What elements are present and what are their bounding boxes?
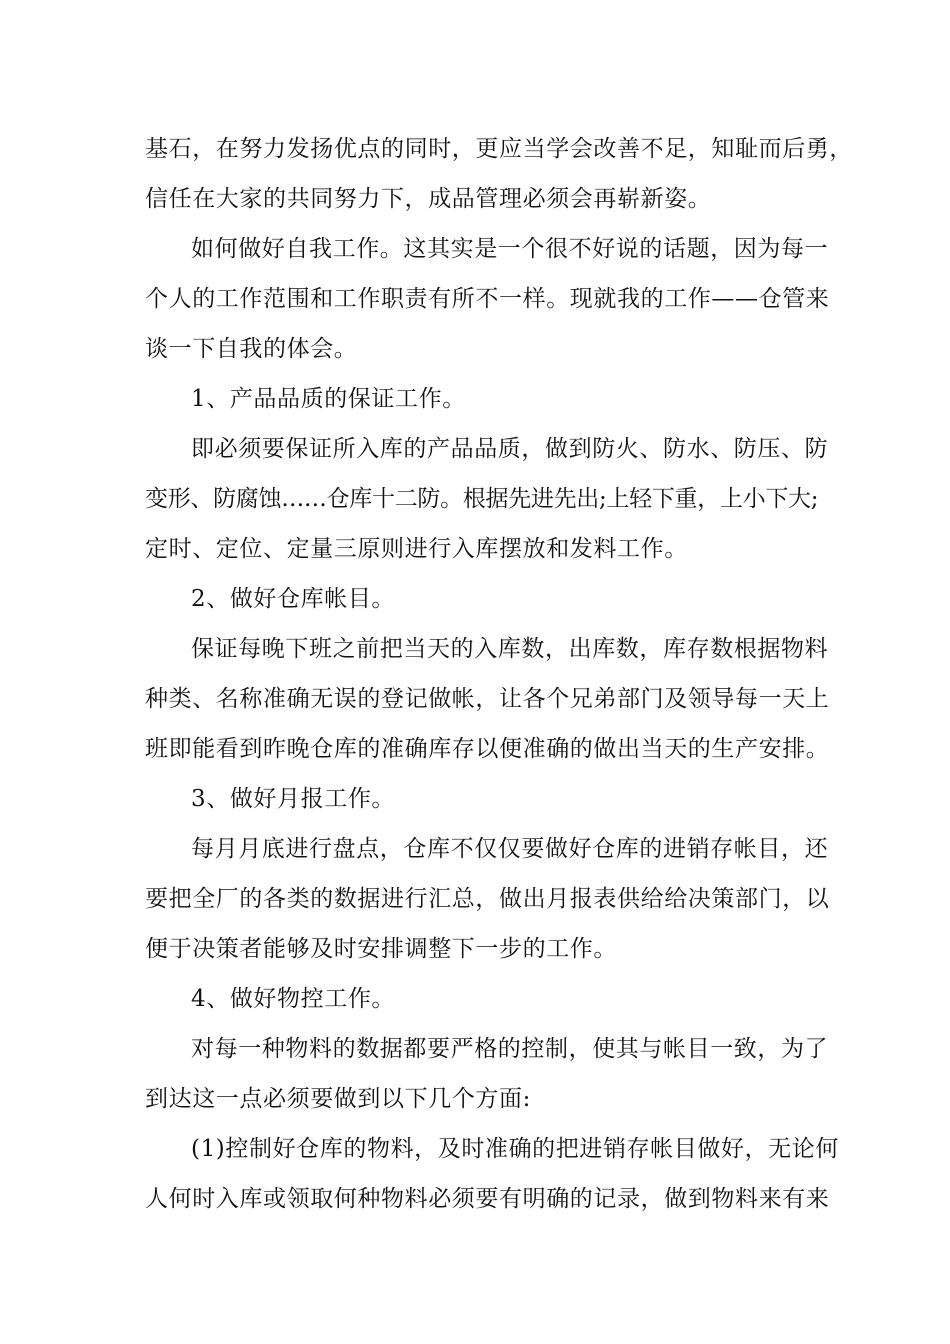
text-line: 便于决策者能够及时安排调整下一步的工作。 [145,936,617,962]
paragraph-line: 保证每晚下班之前把当天的入库数，出库数，库存数根据物料 [191,636,829,662]
paragraph-line: (1)控制好仓库的物料，及时准确的把进销存帐目做好，无论何 [191,1136,839,1162]
paragraph-line: 如何做好自我工作。这其实是一个很不好说的话题，因为每一 [191,236,829,262]
text-line: 信任在大家的共同努力下，成品管理必须会再崭新姿。 [145,186,712,212]
section-heading: 1、产品品质的保证工作。 [191,386,466,412]
paragraph-line: 对每一种物料的数据都要严格的控制，使其与帐目一致，为了 [191,1036,829,1062]
text-line: 班即能看到昨晚仓库的准确库存以便准确的做出当天的生产安排。 [145,736,830,762]
text-line: 要把全厂的各类的数据进行汇总，做出月报表供给给决策部门，以 [145,886,830,912]
text-line: 个人的工作范围和工作职责有所不一样。现就我的工作——仓管来 [145,286,830,312]
section-heading: 4、做好物控工作。 [191,986,396,1012]
text-line: 谈一下自我的体会。 [145,336,358,362]
text-line: 定时、定位、定量三原则进行入库摆放和发料工作。 [145,536,688,562]
text-line: 变形、防腐蚀……仓库十二防。根据先进先出;上轻下重，上小下大; [145,486,819,512]
paragraph-line: 每月月底进行盘点，仓库不仅仅要做好仓库的进销存帐目，还 [191,836,829,862]
section-heading: 3、做好月报工作。 [191,786,396,812]
text-line: 到达这一点必须要做到以下几个方面: [145,1086,531,1112]
paragraph-line: 即必须要保证所入库的产品品质，做到防火、防水、防压、防 [191,436,829,462]
text-line: 基石，在努力发扬优点的同时，更应当学会改善不足，知耻而后勇， [145,136,853,162]
text-line: 种类、名称准确无误的登记做帐，让各个兄弟部门及领导每一天上 [145,686,830,712]
section-heading: 2、做好仓库帐目。 [191,586,396,612]
text-line: 人何时入库或领取何种物料必须要有明确的记录，做到物料来有来 [145,1186,830,1212]
